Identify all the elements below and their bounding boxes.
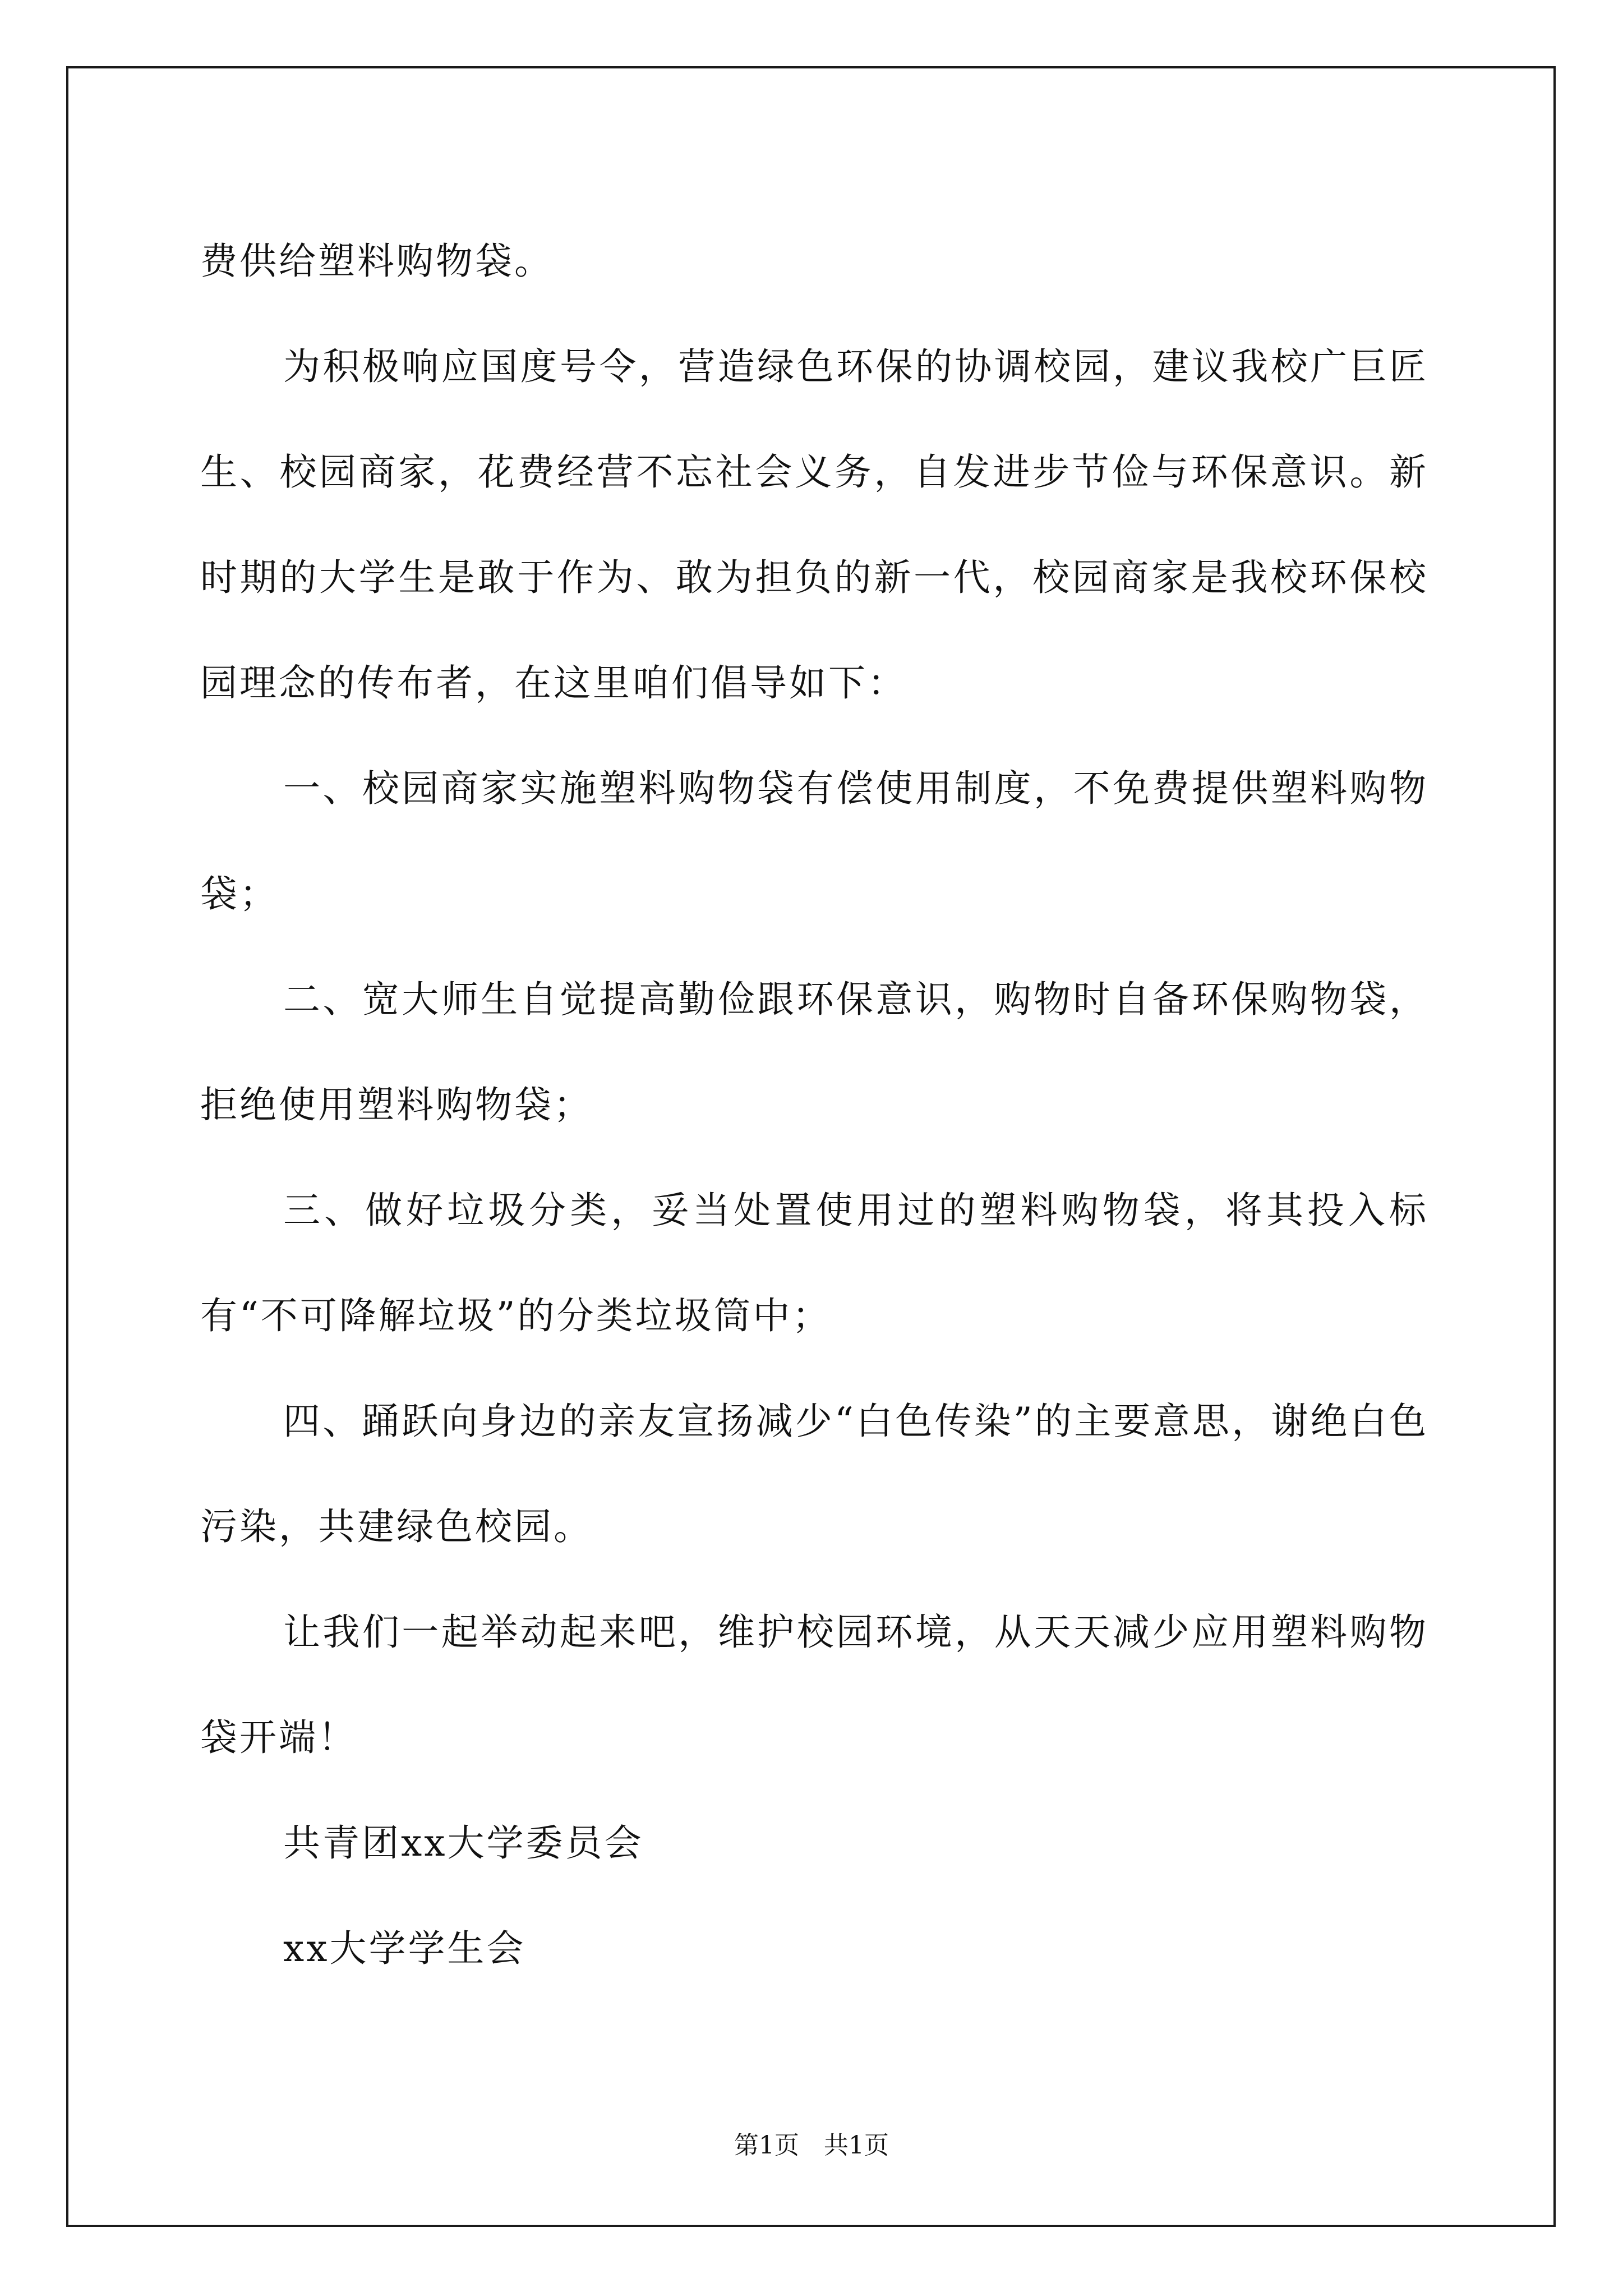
paragraph-2: 为积极响应国度号令，营造绿色环保的协调校园，建议我校广巨匠生、校园商家，花费经营不忘社会义务，自发进步节俭与环保意识。新时期的大学生是敢于作为、敢为担负的新一代，校园商家是我校环保校园理念的传布者，在这里咱们倡导如下： <box>200 345 1428 705</box>
paragraph-7: 让我们一起举动起来吧，维护校园环境，从天天减少应用塑料购物袋开端！ <box>200 1611 1428 1759</box>
paragraph-4: 二、宽大师生自觉提高勤俭跟环保意识，购物时自备环保购物袋，拒绝使用塑料购物袋； <box>200 978 1428 1126</box>
document-body <box>200 209 1428 2001</box>
paragraph-5: 三、做好垃圾分类，妥当处置使用过的塑料购物袋，将其投入标有“不可降解垃圾”的分类垃圾筒中； <box>200 1189 1428 1337</box>
signature-student-union: xx大学学生会 <box>283 1927 526 1970</box>
paragraph-6: 四、踊跃向身边的亲友宣扬减少“白色传染”的主要意思，谢绝白色污染，共建绿色校园。 <box>200 1400 1428 1548</box>
paragraph-1: 费供给塑料购物袋。 <box>200 240 554 283</box>
page-number-footer: 第1页 共1页 <box>734 2131 889 2160</box>
signature-league: 共青团xx大学委员会 <box>283 1821 644 1865</box>
paragraph-3: 一、校园商家实施塑料购物袋有偿使用制度，不免费提供塑料购物袋； <box>200 767 1428 915</box>
